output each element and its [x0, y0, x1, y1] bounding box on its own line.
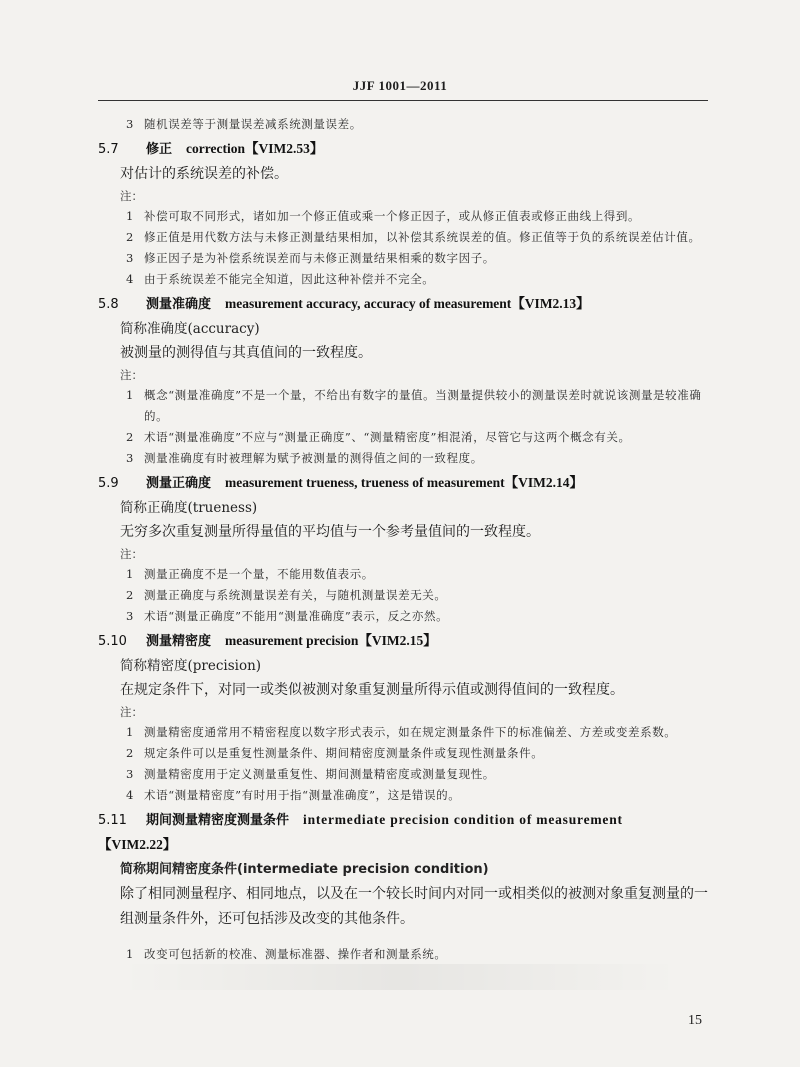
short-name: 简称期间精密度条件(intermediate precision condition) [120, 862, 489, 877]
definition: 无穷多次重复测量所得量值的平均值与一个参考量值间的一致程度。 [120, 524, 540, 540]
note-item: 1 改变可包括新的校准、测量标准器、操作者和测量系统。 [126, 947, 447, 961]
short-name: 简称精密度(precision) [120, 658, 262, 674]
definition: 被测量的测得值与其真值间的一致程度。 [120, 345, 372, 361]
note-item: 3 测量准确度有时被理解为赋予被测量的测得值之间的一致程度。 [126, 451, 483, 465]
definition: 除了相同测量程序、相同地点，以及在一个较长时间内对同一或相类似的被测对象重复测量的一组测量条件外，还可包括涉及改变的其他条件。 [120, 886, 708, 927]
note-item: 2 规定条件可以是重复性测量条件、期间精密度测量条件或复现性测量条件。 [126, 746, 544, 760]
page-content [98, 114, 712, 965]
short-name: 简称准确度(accuracy) [120, 321, 260, 337]
definition: 在规定条件下，对同一或类似被测对象重复测量所得示值或测得值间的一致程度。 [120, 682, 624, 698]
note-item: 3 随机误差等于测量误差减系统测量误差。 [126, 117, 362, 131]
note-label: 注： [120, 705, 143, 719]
page-header: JJF 1001—2011 [352, 78, 448, 93]
note-item: 2 修正值是用代数方法与未修正测量结果相加，以补偿其系统误差的值。修正值等于负的系统误差估计值。 [126, 230, 701, 244]
term-heading-5-8: 5.8 测量准确度 measurement accuracy, accuracy of measurement【VIM2.13】 [98, 296, 590, 312]
page-number: 15 [688, 1013, 702, 1028]
note-item: 4 术语“测量精密度”有时用于指“测量准确度”，这是错误的。 [126, 788, 461, 802]
term-heading-5-10: 5.10 测量精密度 measurement precision【VIM2.15】 [98, 633, 437, 649]
scan-artifact [120, 964, 680, 990]
note-label: 注： [120, 547, 143, 561]
note-item: 1 测量精密度通常用不精密程度以数字形式表示，如在规定测量条件下的标准偏差、方差或变差系数。 [126, 725, 677, 739]
note-item: 1 概念“测量准确度”不是一个量，不给出有数字的量值。当测量提供较小的测量误差时就说该测量是较准确的。 [126, 388, 702, 423]
note-item: 3 术语“测量正确度”不能用“测量准确度”表示，反之亦然。 [126, 609, 449, 623]
note-label: 注： [120, 368, 143, 382]
term-heading-5-7: 5.7 修正 correction【VIM2.53】 [98, 141, 324, 157]
definition: 对估计的系统误差的补偿。 [120, 166, 288, 182]
note-item: 2 术语“测量准确度”不应与“测量正确度”、“测量精密度”相混淆，尽管它与这两个概念有关。 [126, 430, 631, 444]
note-item: 3 修正因子是为补偿系统误差而与未修正测量结果相乘的数字因子。 [126, 251, 495, 265]
header-rule [98, 100, 708, 101]
note-item: 1 补偿可取不同形式，诸如加一个修正值或乘一个修正因子，或从修正值表或修正曲线上得到。 [126, 209, 641, 223]
short-name: 简称正确度(trueness) [120, 500, 258, 516]
note-item: 3 测量精密度用于定义测量重复性、期间测量精密度或测量复现性。 [126, 767, 495, 781]
term-heading-5-9: 5.9 测量正确度 measurement trueness, trueness of measurement【VIM2.14】 [98, 475, 583, 491]
note-item: 4 由于系统误差不能完全知道，因此这种补偿并不完全。 [126, 272, 435, 286]
note-item: 2 测量正确度与系统测量误差有关，与随机测量误差无关。 [126, 588, 447, 602]
note-item: 1 测量正确度不是一个量，不能用数值表示。 [126, 567, 374, 581]
note-label: 注： [120, 189, 143, 203]
term-heading-5-11: 5.11 期间测量精密度测量条件 intermediate precision condition of measurement 【VIM2.22】 [98, 812, 623, 852]
